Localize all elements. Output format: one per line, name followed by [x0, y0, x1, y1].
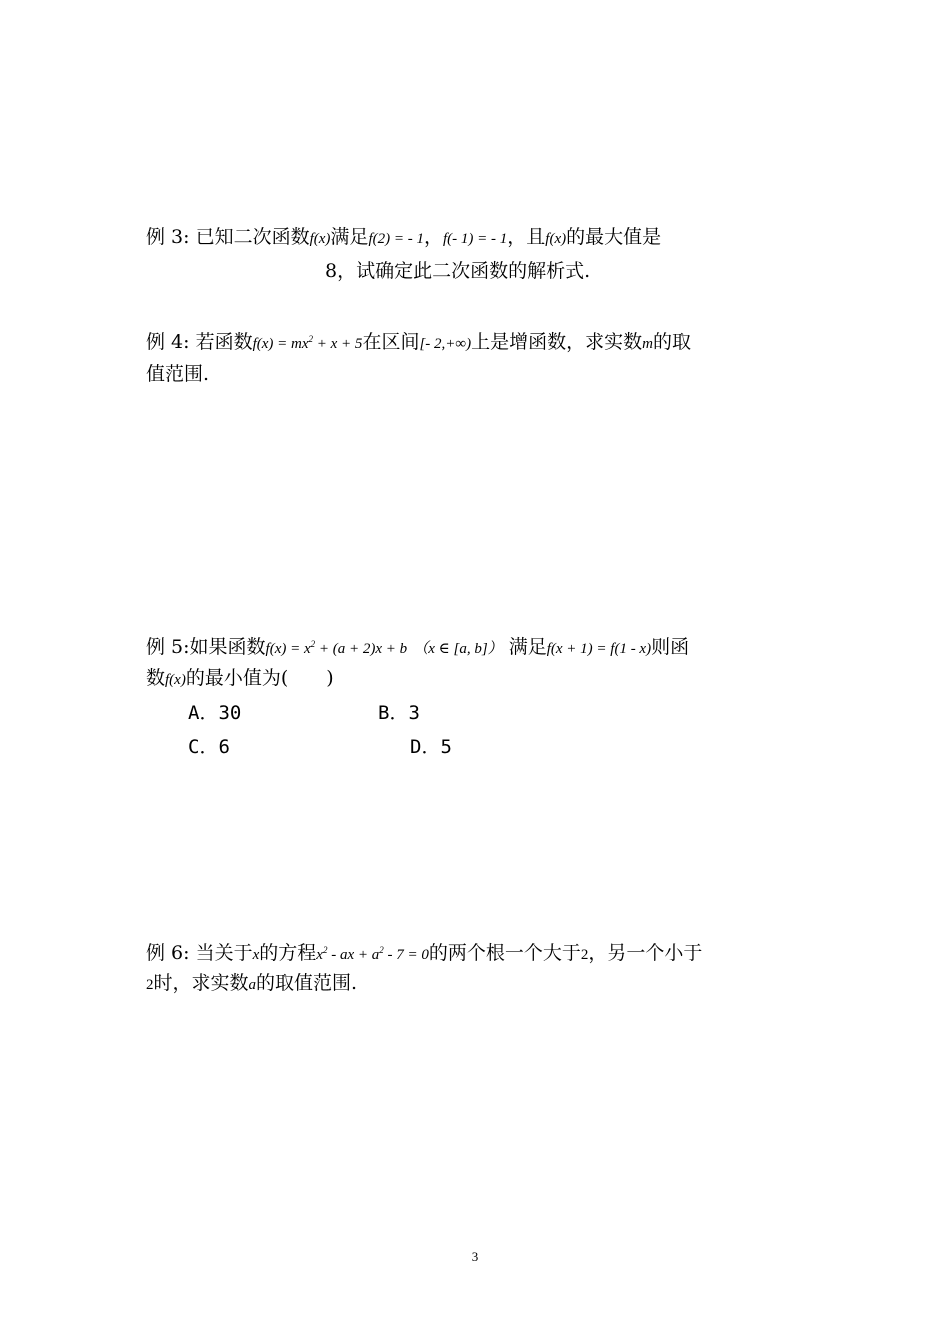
- example-3-line-2: 8，试确定此二次函数的解析式.: [325, 260, 591, 282]
- example-3-label: 例 3:: [146, 226, 190, 248]
- math-number: 2: [580, 947, 589, 963]
- example-6-line-2: 2时，求实数a的取值范围.: [146, 972, 358, 994]
- math-expression: f(- 1) = - 1: [442, 231, 508, 247]
- example-6-line-1: 例 6: 当关于x的方程$x^2$ - ax + $a^2 - 7 = 0$的两个根一个大于2，另一个小于: [146, 942, 703, 964]
- math-variable: a: [248, 977, 257, 993]
- math-variable: m: [642, 336, 653, 352]
- option-a: A．30: [188, 702, 242, 724]
- example-5-label: 例 5:: [146, 636, 190, 658]
- example-6-label: 例 6:: [146, 942, 190, 964]
- math-expression: $f(x) = x^2 + (a + 2)x + b$: [265, 639, 408, 657]
- math-expression: f(x): [309, 231, 331, 247]
- math-number: 2: [146, 977, 154, 993]
- example-4-line-2: 值范围.: [146, 363, 210, 385]
- math-expression: $f(x) = mx^2 + x + 5$: [252, 334, 363, 352]
- example-3-line-1: 例 3: 已知二次函数f(x)满足f(2) = - 1，f(- 1) = - 1，且f(x)的最大值是: [146, 226, 662, 248]
- equation-expression: $x^2$ - ax + $a^2 - 7 = 0$: [316, 945, 429, 963]
- math-expression: f(x + 1) = f(1 - x): [546, 641, 652, 657]
- domain-expression: （x ∈ [a, b]）: [413, 641, 503, 657]
- example-5-line-1: 例 5:如果函数$f(x) = x^2 + (a + 2)x + b$ （x ∈ [a, b]） 满足f(x + 1) = f(1 - x)则函: [146, 636, 690, 658]
- interval-expression: [- 2,+∞): [419, 336, 472, 352]
- option-b: B．3: [378, 702, 420, 724]
- math-variable: x: [252, 947, 260, 963]
- example-5-line-2: 数f(x)的最小值为( ): [146, 667, 334, 689]
- math-expression: f(x): [165, 672, 186, 688]
- option-d: D．5: [410, 736, 452, 758]
- math-expression: f(x): [545, 231, 567, 247]
- example-4-line-1: 例 4: 若函数$f(x) = mx^2 + x + 5$在区间[- 2,+∞)上是增函数，求实数m的取: [146, 331, 691, 353]
- option-c: C．6: [188, 736, 230, 758]
- example-4-label: 例 4:: [146, 331, 190, 353]
- math-expression: f(2) = - 1: [368, 231, 424, 247]
- page-number: 3: [471, 1249, 479, 1264]
